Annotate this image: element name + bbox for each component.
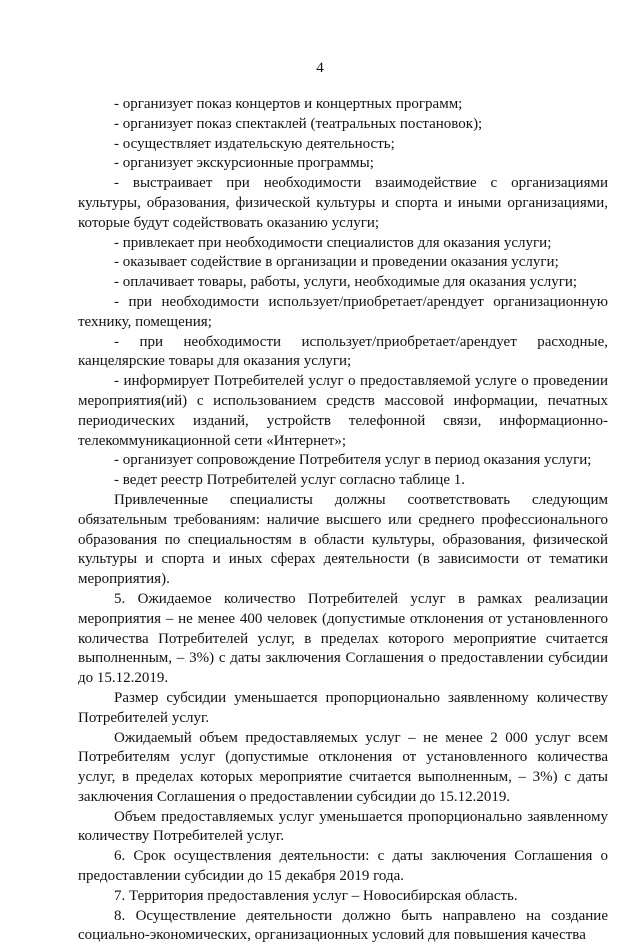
paragraph: - при необходимости использует/приобретает/арендует организационную технику, помещения; — [78, 293, 608, 330]
paragraph: - организует сопровождение Потребителя услуг в период оказания услуги; — [114, 452, 592, 469]
paragraph: - информирует Потребителей услуг о предоставляемой услуге о проведении мероприятия(ий) с использованием средств массовой информации, печатных периодических изданий, устройств телефонной связи, информационно-телекоммуникационной сети «Интернет»; — [78, 373, 608, 449]
page-number: 4 — [316, 60, 324, 76]
paragraph: Привлеченные специалисты должны соответствовать следующим обязательным требованиям: наличие высшего или среднего профессионального образования по специальностям в области культуры, образования, физической культуры и спорта и иных сферах деятельности (в зависимости от тематики мероприятия). — [78, 491, 608, 588]
paragraph: - организует показ спектаклей (театральных постановок); — [114, 115, 483, 132]
paragraph: Объем предоставляемых услуг уменьшается пропорционально заявленному количеству Потребителей услуг. — [78, 808, 608, 845]
document-body — [78, 95, 608, 946]
paragraph: - при необходимости использует/приобретает/арендует расходные, канцелярские товары для оказания услуги; — [78, 333, 608, 370]
paragraph: 6. Срок осуществления деятельности: с даты заключения Соглашения о предоставлении субсидии до 15 декабря 2019 года. — [78, 848, 608, 885]
paragraph: 5. Ожидаемое количество Потребителей услуг в рамках реализации мероприятия – не менее 400 человек (допустимые отклонения от установленного количества Потребителей услуг, в пределах которого мероприятие считается выполненным, – 3%) с даты заключения Соглашения о предоставлении субсидии до 15.12.2019. — [78, 590, 608, 687]
paragraph: - оплачивает товары, работы, услуги, необходимые для оказания услуги; — [114, 274, 578, 291]
paragraph: 7. Территория предоставления услуг – Новосибирская область. — [114, 887, 518, 904]
paragraph: Размер субсидии уменьшается пропорционально заявленному количеству Потребителей услуг. — [78, 689, 608, 726]
paragraph: - организует показ концертов и концертных программ; — [114, 96, 463, 112]
paragraph: - выстраивает при необходимости взаимодействие с организациями культуры, образования, физической культуры и спорта и иными организациями, которые будут содействовать оказанию услуги; — [78, 175, 608, 231]
paragraph: Ожидаемый объем предоставляемых услуг – не менее 2 000 услуг всем Потребителям услуг (допустимые отклонения от установленного количества услуг, в пределах которых мероприятие считается выполненным, – 3%) с даты заключения Соглашения о предоставлении субсидии до 15.12.2019. — [78, 729, 608, 805]
paragraph: - оказывает содействие в организации и проведении оказания услуги; — [114, 254, 559, 271]
paragraph: - привлекает при необходимости специалистов для оказания услуги; — [114, 234, 552, 251]
paragraph: 8. Осуществление деятельности должно быть направлено на создание социально-экономических, организационных условий для повышения качества — [78, 907, 608, 944]
paragraph: - ведет реестр Потребителей услуг согласно таблице 1. — [114, 472, 465, 489]
paragraph: - организует экскурсионные программы; — [114, 155, 374, 172]
paragraph: - осуществляет издательскую деятельность; — [114, 135, 395, 152]
